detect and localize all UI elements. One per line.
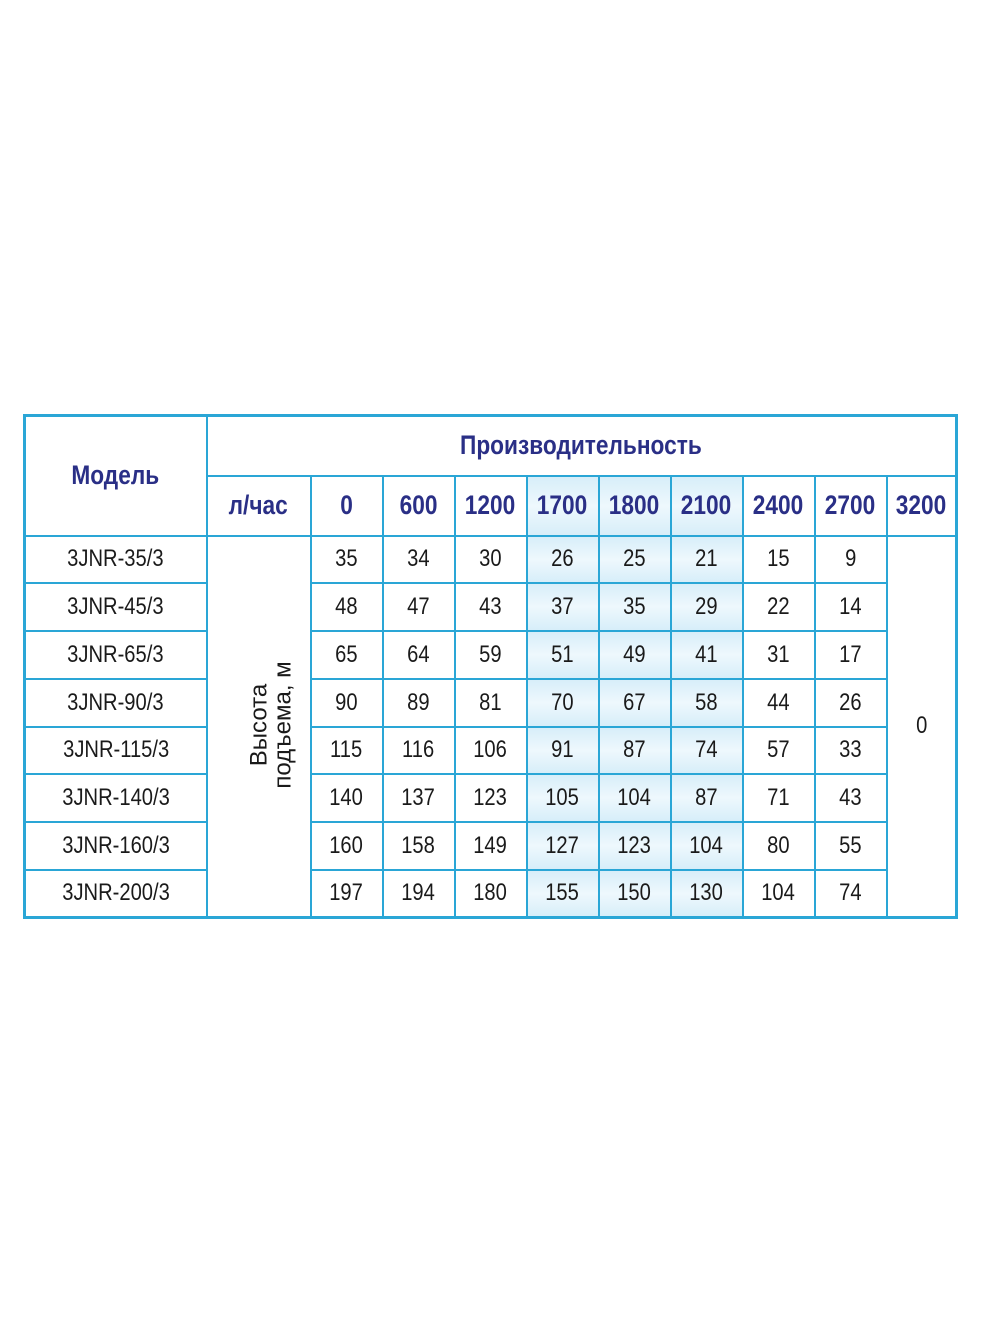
value-cell xyxy=(599,774,671,822)
head-value: 70 xyxy=(551,688,574,716)
value-cell xyxy=(671,822,743,870)
head-value: 49 xyxy=(623,640,646,668)
value-cell xyxy=(815,870,887,918)
value-cell xyxy=(599,631,671,679)
head-value: 59 xyxy=(479,640,502,668)
head-value: 35 xyxy=(623,593,646,621)
head-value: 57 xyxy=(767,736,790,764)
table-row xyxy=(25,631,957,679)
value-cell xyxy=(815,774,887,822)
head-value: 197 xyxy=(329,879,364,907)
value-cell xyxy=(527,774,599,822)
table-row xyxy=(25,536,957,584)
table-row xyxy=(25,727,957,775)
flow-value: 3200 xyxy=(896,490,947,520)
value-cell xyxy=(455,536,527,584)
value-cell xyxy=(383,870,455,918)
head-value: 64 xyxy=(407,640,430,668)
value-cell xyxy=(599,536,671,584)
head-value: 25 xyxy=(623,545,646,573)
head-value: 33 xyxy=(839,736,862,764)
head-value: 47 xyxy=(407,593,430,621)
value-cell xyxy=(455,870,527,918)
value-cell xyxy=(527,679,599,727)
head-value: 14 xyxy=(839,593,862,621)
head-value: 158 xyxy=(401,831,436,859)
head-value: 48 xyxy=(335,593,358,621)
head-value: 55 xyxy=(839,831,862,859)
head-value: 123 xyxy=(473,784,508,812)
head-value: 65 xyxy=(335,640,358,668)
head-value: 87 xyxy=(695,784,718,812)
head-value: 115 xyxy=(330,736,363,764)
flow-header-cell xyxy=(527,476,599,536)
value-cell xyxy=(383,679,455,727)
height-label-line2: подъема, м xyxy=(269,661,297,789)
value-cell xyxy=(311,774,383,822)
value-cell xyxy=(671,679,743,727)
value-cell xyxy=(671,583,743,631)
value-cell xyxy=(383,536,455,584)
head-value: 44 xyxy=(767,688,790,716)
head-value: 43 xyxy=(479,593,502,621)
model-name: 3JNR-90/3 xyxy=(67,688,164,716)
value-cell xyxy=(743,536,815,584)
model-cell xyxy=(25,822,207,870)
head-value: 194 xyxy=(401,879,436,907)
zero-cell xyxy=(887,536,957,918)
header-row-1 xyxy=(25,416,957,476)
value-cell xyxy=(455,727,527,775)
head-value: 74 xyxy=(695,736,718,764)
height-label-line1: Высота xyxy=(245,684,273,767)
value-cell xyxy=(599,583,671,631)
flow-value: 2100 xyxy=(681,490,732,520)
head-value: 35 xyxy=(335,545,358,573)
value-cell xyxy=(311,631,383,679)
head-value: 71 xyxy=(767,784,790,812)
value-cell xyxy=(743,870,815,918)
height-label-cell xyxy=(207,536,311,918)
value-cell xyxy=(455,822,527,870)
unit-cell xyxy=(207,476,311,536)
value-cell xyxy=(383,774,455,822)
value-cell xyxy=(815,727,887,775)
performance-table xyxy=(23,414,958,919)
head-value: 104 xyxy=(617,784,652,812)
value-cell xyxy=(671,727,743,775)
model-cell xyxy=(25,679,207,727)
head-value: 58 xyxy=(695,688,718,716)
table-row xyxy=(25,583,957,631)
model-name: 3JNR-65/3 xyxy=(67,640,164,668)
head-value: 180 xyxy=(473,879,508,907)
value-cell xyxy=(815,679,887,727)
value-cell xyxy=(743,679,815,727)
value-cell xyxy=(311,727,383,775)
value-cell xyxy=(311,679,383,727)
table-row xyxy=(25,822,957,870)
head-value: 21 xyxy=(695,545,718,573)
value-cell xyxy=(599,870,671,918)
head-value: 89 xyxy=(407,688,430,716)
flow-header-cell xyxy=(383,476,455,536)
head-value: 30 xyxy=(479,545,502,573)
model-name: 3JNR-160/3 xyxy=(61,831,170,859)
head-value: 127 xyxy=(545,831,580,859)
flow-value: 2700 xyxy=(825,490,876,520)
head-value: 26 xyxy=(551,545,574,573)
flow-value: 0 xyxy=(340,490,353,520)
model-cell xyxy=(25,536,207,584)
model-name: 3JNR-35/3 xyxy=(67,545,164,573)
value-cell xyxy=(815,822,887,870)
head-value: 81 xyxy=(479,688,502,716)
value-cell xyxy=(671,870,743,918)
flow-value: 1200 xyxy=(465,490,516,520)
unit-label: л/час xyxy=(228,490,289,520)
head-value: 43 xyxy=(839,784,862,812)
model-header-cell xyxy=(25,416,207,536)
head-value: 140 xyxy=(329,784,364,812)
head-value: 104 xyxy=(761,879,796,907)
head-value: 116 xyxy=(402,736,435,764)
flow-value: 1800 xyxy=(609,490,660,520)
flow-value: 600 xyxy=(399,490,438,520)
value-cell xyxy=(311,870,383,918)
head-value: 123 xyxy=(617,831,652,859)
model-header: Модель xyxy=(71,460,160,491)
flow-header-cell xyxy=(815,476,887,536)
head-value: 137 xyxy=(401,784,436,812)
value-cell xyxy=(311,822,383,870)
head-value: 9 xyxy=(844,545,857,573)
flow-header-cell xyxy=(599,476,671,536)
head-value: 149 xyxy=(473,831,508,859)
value-cell xyxy=(743,583,815,631)
head-value: 51 xyxy=(551,640,574,668)
value-cell xyxy=(671,536,743,584)
flow-header-cell xyxy=(671,476,743,536)
model-cell xyxy=(25,583,207,631)
model-cell xyxy=(25,727,207,775)
capacity-header-cell xyxy=(207,416,957,476)
head-value: 150 xyxy=(617,879,652,907)
table-row xyxy=(25,679,957,727)
value-cell xyxy=(455,679,527,727)
head-value: 130 xyxy=(689,879,724,907)
value-cell xyxy=(671,774,743,822)
model-cell xyxy=(25,774,207,822)
value-cell xyxy=(599,679,671,727)
flow-header-cell xyxy=(455,476,527,536)
value-cell xyxy=(743,822,815,870)
flow-value: 1700 xyxy=(537,490,588,520)
value-cell xyxy=(455,774,527,822)
zero-value: 0 xyxy=(915,712,927,740)
head-value: 34 xyxy=(407,545,430,573)
head-value: 67 xyxy=(623,688,646,716)
model-name: 3JNR-115/3 xyxy=(62,736,169,764)
model-name: 3JNR-45/3 xyxy=(67,593,164,621)
value-cell xyxy=(743,774,815,822)
model-cell xyxy=(25,870,207,918)
value-cell xyxy=(671,631,743,679)
value-cell xyxy=(383,631,455,679)
value-cell xyxy=(527,583,599,631)
head-value: 155 xyxy=(545,879,580,907)
model-cell xyxy=(25,631,207,679)
value-cell xyxy=(311,536,383,584)
table-row xyxy=(25,774,957,822)
model-name: 3JNR-200/3 xyxy=(61,879,170,907)
head-value: 80 xyxy=(767,831,790,859)
head-value: 74 xyxy=(839,879,862,907)
value-cell xyxy=(743,631,815,679)
value-cell xyxy=(815,536,887,584)
value-cell xyxy=(743,727,815,775)
value-cell xyxy=(815,631,887,679)
value-cell xyxy=(383,727,455,775)
head-value: 41 xyxy=(695,640,718,668)
head-value: 17 xyxy=(839,640,862,668)
value-cell xyxy=(383,583,455,631)
head-value: 37 xyxy=(551,593,574,621)
head-value: 104 xyxy=(689,831,724,859)
flow-header-cell xyxy=(311,476,383,536)
value-cell xyxy=(599,822,671,870)
model-name: 3JNR-140/3 xyxy=(61,784,170,812)
value-cell xyxy=(527,870,599,918)
value-cell xyxy=(527,536,599,584)
value-cell xyxy=(527,631,599,679)
value-cell xyxy=(455,631,527,679)
value-cell xyxy=(383,822,455,870)
value-cell xyxy=(527,727,599,775)
value-cell xyxy=(311,583,383,631)
value-cell xyxy=(599,727,671,775)
head-value: 87 xyxy=(623,736,646,764)
head-value: 29 xyxy=(695,593,718,621)
head-value: 15 xyxy=(767,545,790,573)
head-value: 31 xyxy=(767,640,790,668)
value-cell xyxy=(455,583,527,631)
capacity-header: Производительность xyxy=(460,430,703,461)
flow-value: 2400 xyxy=(753,490,804,520)
head-value: 22 xyxy=(767,593,790,621)
value-cell xyxy=(527,822,599,870)
head-value: 26 xyxy=(839,688,862,716)
height-label xyxy=(247,662,295,789)
head-value: 91 xyxy=(551,736,574,764)
table-row xyxy=(25,870,957,918)
flow-header-cell xyxy=(887,476,957,536)
head-value: 160 xyxy=(329,831,364,859)
flow-header-cell xyxy=(743,476,815,536)
head-value: 105 xyxy=(545,784,580,812)
value-cell xyxy=(815,583,887,631)
head-value: 90 xyxy=(335,688,358,716)
head-value: 106 xyxy=(473,736,508,764)
